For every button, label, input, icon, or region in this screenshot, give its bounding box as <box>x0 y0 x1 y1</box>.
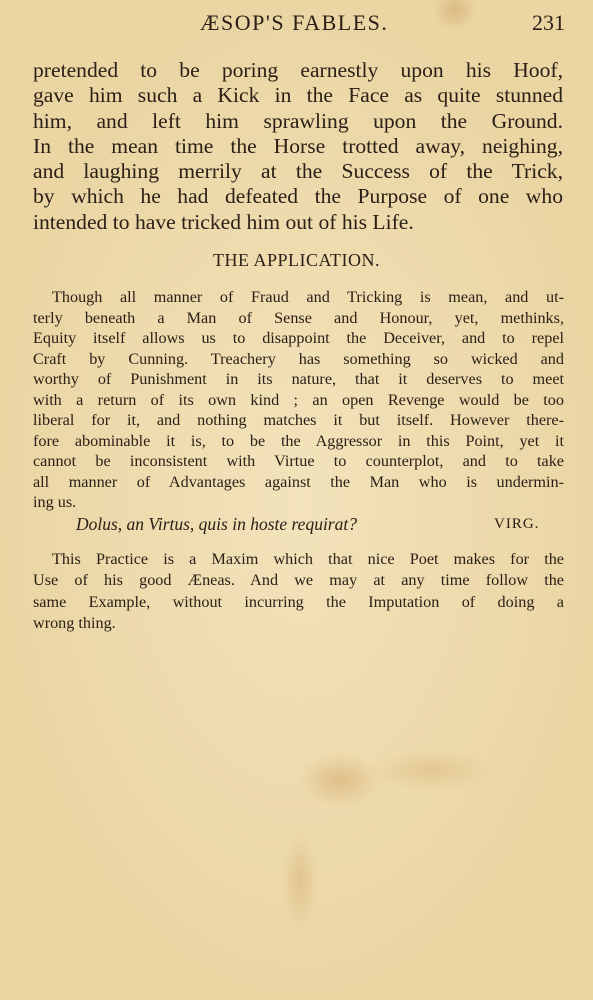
quote-text: Dolus, an Virtus, quis in hoste requirat? <box>76 514 357 534</box>
text-line: In the mean time the Horse trotted away, neighing, <box>33 133 563 158</box>
text-line: all manner of Advantages against the Man who is undermin- <box>33 472 564 491</box>
running-head: ÆSOP'S FABLES. <box>200 10 389 35</box>
page-number: 231 <box>532 10 565 35</box>
text-line: wrong thing. <box>33 613 116 632</box>
text-line: worthy of Punishment in its nature, that it deserves to meet <box>33 370 564 388</box>
latin-quote <box>0 514 593 538</box>
quote-source: VIRG. <box>494 516 540 532</box>
text-line: him, and left him sprawling upon the Ground. <box>33 108 563 133</box>
section-title: THE APPLICATION. <box>212 250 380 270</box>
text-line: Equity itself allows us to disappoint the Deceiver, and to repel <box>33 329 564 347</box>
text-line: intended to have tricked him out of his Life. <box>33 209 414 234</box>
text-line: Use of his good Æneas. And we may at any time follow the <box>33 571 564 590</box>
text-line: This Practice is a Maxim which that nice Poet makes for the <box>52 550 564 568</box>
application-paragraph <box>33 287 564 513</box>
page-header <box>0 8 593 38</box>
text-line: cannot be inconsistent with Virtue to counterplot, and to take <box>33 452 564 470</box>
text-line: and laughing merrily at the Success of the Trick, <box>33 159 563 184</box>
text-line: terly beneath a Man of Sense and Honour, yet, methinks, <box>33 308 564 327</box>
text-line: by which he had defeated the Purpose of one who <box>33 184 563 209</box>
closing-paragraph <box>33 549 564 634</box>
text-line: liberal for it, and nothing matches it but itself. However there- <box>33 411 564 429</box>
text-line: fore abominable it is, to be the Aggressor in this Point, yet it <box>33 431 564 450</box>
text-line: Craft by Cunning. Treachery has something so wicked and <box>33 349 564 368</box>
text-line: pretended to be poring earnestly upon his Hoof, <box>33 58 563 82</box>
opening-paragraph <box>33 58 563 235</box>
text-line: with a return of its own kind ; an open Revenge would be too <box>33 390 564 409</box>
text-line: Though all manner of Fraud and Tricking is mean, and ut- <box>52 288 564 306</box>
text-line: gave him such a Kick in the Face as quite stunned <box>33 83 563 108</box>
text-line: ing us. <box>33 493 77 511</box>
text-line: same Example, without incurring the Imputation of doing a <box>33 592 564 611</box>
